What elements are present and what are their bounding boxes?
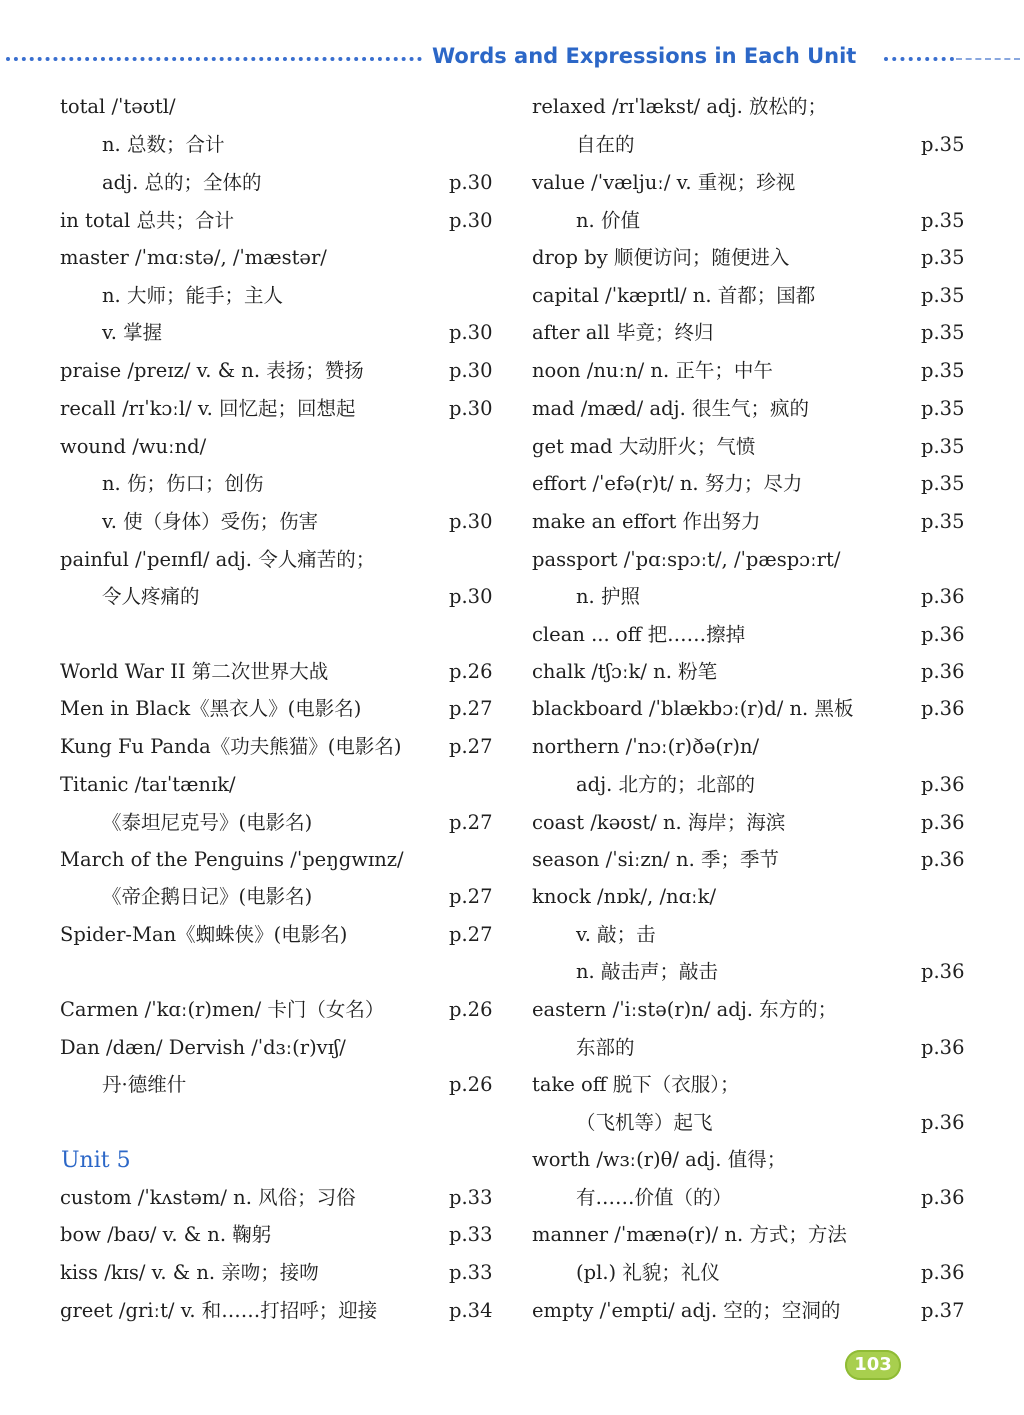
glossary-line: [0, 314, 980, 351]
entry-text: adj. 总的；全体的: [102, 171, 262, 194]
entry-text: 《帝企鹅日记》(电影名): [102, 885, 313, 908]
entry-text: kiss /kɪs/ v. & n. 亲吻；接吻: [60, 1261, 319, 1284]
entry-text: worth /wɜː(r)θ/ adj. 值得；: [532, 1148, 787, 1171]
entry-text: adj. 北方的；北部的: [576, 773, 756, 796]
glossary-line: [0, 804, 980, 841]
glossary-line: [0, 126, 980, 163]
entry-text: take off 脱下（衣服）；: [532, 1073, 740, 1096]
glossary-line: [0, 841, 980, 878]
header-dotted-rule-right: [884, 57, 954, 61]
page-reference: p.36: [921, 623, 965, 646]
entry-text: mad /mæd/ adj. 很生气；疯的: [532, 397, 809, 420]
entry-text: praise /preɪz/ v. & n. 表扬；赞扬: [60, 359, 364, 382]
page-reference: p.35: [921, 133, 965, 156]
page-reference: p.33: [449, 1186, 493, 1209]
glossary-line: [0, 202, 980, 239]
page-reference: p.36: [921, 1186, 965, 1209]
glossary-line: [0, 503, 980, 540]
glossary-line: [0, 277, 980, 314]
page-reference: p.30: [449, 209, 493, 232]
glossary-line: [0, 239, 980, 276]
page-reference: p.33: [449, 1261, 493, 1284]
glossary-line: [0, 1216, 980, 1253]
page-reference: p.35: [921, 246, 965, 269]
entry-text: northern /ˈnɔː(r)ðə(r)n/: [532, 735, 760, 758]
entry-text: drop by 顺便访问；随便进入: [532, 246, 790, 269]
page-reference: p.27: [449, 697, 493, 720]
page-reference: p.34: [449, 1299, 493, 1322]
glossary-line: [0, 878, 980, 915]
page-number-badge: 103: [845, 1350, 901, 1380]
entry-text: Kung Fu Panda《功夫熊猫》(电影名): [60, 735, 402, 758]
entry-text: v. 使（身体）受伤；伤害: [102, 510, 319, 533]
glossary-line: [0, 1254, 980, 1291]
glossary-line: [0, 1179, 980, 1216]
page-reference: p.35: [921, 284, 965, 307]
entry-text: 自在的: [576, 133, 635, 156]
glossary-line: [0, 1292, 980, 1329]
page-reference: p.30: [449, 397, 493, 420]
page-reference: p.35: [921, 359, 965, 382]
page-reference: p.30: [449, 321, 493, 344]
entry-text: blackboard /ˈblækbɔː(r)d/ n. 黑板: [532, 697, 854, 720]
page-reference: p.36: [921, 773, 965, 796]
glossary-line: [0, 1066, 980, 1103]
entry-text: greet /griːt/ v. 和……打招呼；迎接: [60, 1299, 378, 1322]
glossary-line: [0, 916, 980, 953]
page-reference: p.30: [449, 171, 493, 194]
unit-heading: Unit 5: [61, 1148, 131, 1173]
entry-text: master /ˈmɑːstə/, /ˈmæstər/: [60, 246, 327, 269]
entry-text: make an effort 作出努力: [532, 510, 761, 533]
glossary-line: [0, 991, 980, 1028]
glossary-line: [0, 352, 980, 389]
page-reference: p.30: [449, 585, 493, 608]
glossary-line: [0, 541, 980, 578]
glossary-line: [0, 88, 980, 125]
glossary-line: [0, 390, 980, 427]
page-reference: p.27: [449, 735, 493, 758]
entry-text: March of the Penguins /ˈpeŋgwɪnz/: [60, 848, 404, 871]
glossary-line: [0, 465, 980, 502]
page-reference: p.26: [449, 1073, 493, 1096]
entry-text: n. 伤；伤口；创伤: [102, 472, 264, 495]
entry-text: eastern /ˈiːstə(r)n/ adj. 东方的；: [532, 998, 838, 1021]
entry-text: Men in Black《黑衣人》(电影名): [60, 697, 362, 720]
entry-text: n. 价值: [576, 209, 640, 232]
page-reference: p.35: [921, 510, 965, 533]
entry-text: get mad 大动肝火；气愤: [532, 435, 756, 458]
header-dotted-rule-left: [6, 57, 422, 61]
entry-text: season /ˈsiːzn/ n. 季；季节: [532, 848, 779, 871]
entry-text: Carmen /ˈkɑː(r)men/ 卡门（女名）: [60, 998, 385, 1021]
entry-text: Spider-Man《蜘蛛侠》(电影名): [60, 923, 348, 946]
glossary-line: [0, 578, 980, 615]
entry-text: coast /kəʊst/ n. 海岸；海滨: [532, 811, 786, 834]
entry-text: n. 大师；能手；主人: [102, 284, 283, 307]
page-reference: p.36: [921, 585, 965, 608]
page-reference: p.35: [921, 472, 965, 495]
glossary-line: [0, 428, 980, 465]
entry-text: knock /nɒk/, /nɑːk/: [532, 885, 717, 908]
entry-text: 有……价值（的）: [576, 1186, 733, 1209]
page-reference: p.27: [449, 885, 493, 908]
entry-text: 《泰坦尼克号》(电影名): [102, 811, 313, 834]
entry-text: value /ˈvæljuː/ v. 重视；珍视: [532, 171, 796, 194]
page-reference: p.36: [921, 1261, 965, 1284]
entry-text: n. 总数；合计: [102, 133, 225, 156]
glossary-line: [0, 164, 980, 201]
entry-text: effort /ˈefə(r)t/ n. 努力；尽力: [532, 472, 803, 495]
glossary-line: [0, 690, 980, 727]
running-header: [0, 38, 1024, 78]
page-reference: p.27: [449, 811, 493, 834]
page-reference: p.35: [921, 209, 965, 232]
entry-text: v. 敲；击: [576, 923, 656, 946]
entry-text: capital /ˈkæpɪtl/ n. 首都；国都: [532, 284, 816, 307]
page-reference: p.35: [921, 435, 965, 458]
entry-text: v. 掌握: [102, 321, 163, 344]
entry-text: passport /ˈpɑːspɔːt/, /ˈpæspɔːrt/: [532, 548, 841, 571]
header-title: Words and Expressions in Each Unit: [432, 44, 857, 68]
entry-text: clean ... off 把……擦掉: [532, 623, 746, 646]
page-reference: p.26: [449, 998, 493, 1021]
entry-text: 令人疼痛的: [102, 585, 200, 608]
entry-text: Titanic /taɪˈtænɪk/: [60, 773, 236, 796]
page-reference: p.30: [449, 359, 493, 382]
entry-text: 东部的: [576, 1036, 635, 1059]
glossary-line: [0, 953, 980, 990]
entry-text: painful /ˈpeɪnfl/ adj. 令人痛苦的；: [60, 548, 376, 571]
page-reference: p.36: [921, 1111, 965, 1134]
entry-text: n. 护照: [576, 585, 640, 608]
entry-text: after all 毕竟；终归: [532, 321, 714, 344]
entry-text: (pl.) 礼貌；礼仪: [576, 1261, 720, 1284]
entry-text: in total 总共；合计: [60, 209, 234, 232]
glossary-line: [0, 1029, 980, 1066]
page-reference: p.36: [921, 811, 965, 834]
glossary-line: [0, 1141, 980, 1178]
entry-text: wound /wuːnd/: [60, 435, 207, 458]
entry-text: chalk /tʃɔːk/ n. 粉笔: [532, 660, 718, 683]
entry-text: bow /baʊ/ v. & n. 鞠躬: [60, 1223, 272, 1246]
entry-text: Dan /dæn/ Dervish /ˈdɜː(r)vɪʃ/: [60, 1036, 346, 1059]
page-reference: p.36: [921, 960, 965, 983]
page-reference: p.27: [449, 923, 493, 946]
page-reference: p.35: [921, 321, 965, 344]
entry-text: manner /ˈmænə(r)/ n. 方式；方法: [532, 1223, 847, 1246]
page-reference: p.36: [921, 660, 965, 683]
entry-text: custom /ˈkʌstəm/ n. 风俗；习俗: [60, 1186, 356, 1209]
page-reference: p.37: [921, 1299, 965, 1322]
glossary-line: [0, 653, 980, 690]
glossary-line: [0, 728, 980, 765]
page-reference: p.26: [449, 660, 493, 683]
page-reference: p.36: [921, 848, 965, 871]
entry-text: World War II 第二次世界大战: [60, 660, 329, 683]
entry-text: empty /ˈempti/ adj. 空的；空洞的: [532, 1299, 841, 1322]
page-reference: p.35: [921, 397, 965, 420]
page-reference: p.30: [449, 510, 493, 533]
entry-text: noon /nuːn/ n. 正午；中午: [532, 359, 773, 382]
entry-text: 丹·德维什: [102, 1073, 187, 1096]
glossary-line: [0, 766, 980, 803]
page-reference: p.36: [921, 697, 965, 720]
entry-text: （飞机等）起飞: [576, 1111, 713, 1134]
page-reference: p.33: [449, 1223, 493, 1246]
page-reference: p.36: [921, 1036, 965, 1059]
entry-text: relaxed /rɪˈlækst/ adj. 放松的；: [532, 95, 827, 118]
entry-text: n. 敲击声；敲击: [576, 960, 718, 983]
entry-text: recall /rɪˈkɔːl/ v. 回忆起；回想起: [60, 397, 356, 420]
glossary-line: [0, 1104, 980, 1141]
entry-text: total /ˈtəʊtl/: [60, 95, 176, 118]
header-dashed-rule-right: [956, 58, 1020, 60]
glossary-line: [0, 616, 980, 653]
